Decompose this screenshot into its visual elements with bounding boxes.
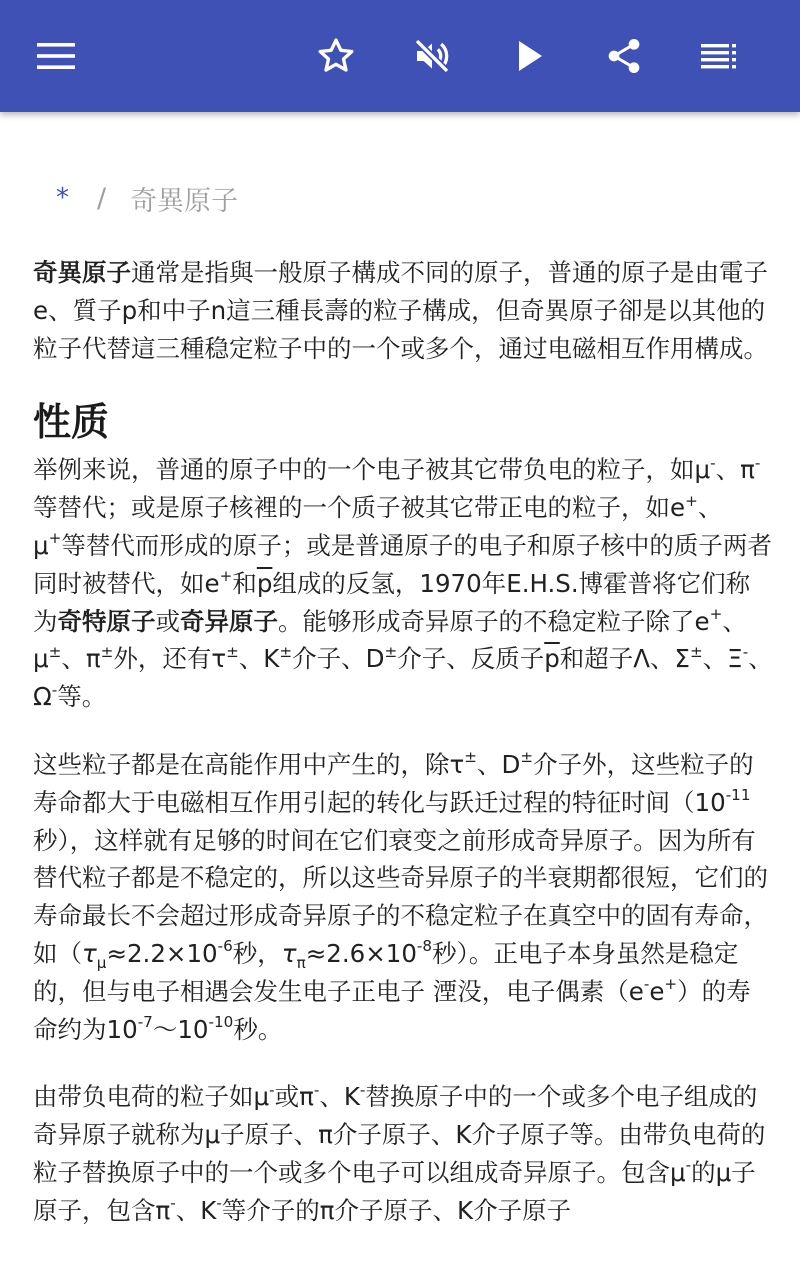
article-body (33, 254, 773, 1260)
article-content (0, 112, 800, 1280)
share-button[interactable] (596, 28, 652, 84)
section-heading: 性质 (33, 400, 110, 445)
menu-icon (37, 42, 75, 70)
intro-paragraph: 奇異原子通常是指與一般原子構成不同的原子，普通的原子是由電子e、質子p和中子n這三種長壽的粒子構成，但奇異原子卻是以其他的粒子代替這三種稳定粒子中的一个或多个，通过电磁相互作用構成。 (33, 258, 768, 363)
bookmark-button[interactable] (308, 28, 364, 84)
breadcrumb-current: 奇異原子 (130, 185, 239, 217)
play-button[interactable] (502, 28, 558, 84)
breadcrumb (56, 178, 238, 218)
volume-off-icon (412, 36, 452, 76)
share-icon (604, 35, 644, 77)
breadcrumb-separator: / (97, 182, 107, 214)
playlist-icon (701, 43, 739, 69)
properties-paragraph-3: 由带负电荷的粒子如μ-或π-、K-替换原子中的一个或多个电子组成的奇异原子就称为μ子原子、π介子原子、K介子原子等。由带负电荷的粒子替换原子中的一个或多个电子可以组成奇异原子。包含μ-的μ子原子，包含π-、K-等介子的π介子原子、K介子原子 (33, 1080, 766, 1225)
contents-button[interactable] (692, 28, 748, 84)
article-title-bold: 奇異原子 (33, 258, 131, 287)
mute-button[interactable] (404, 28, 460, 84)
play-icon (515, 39, 545, 73)
menu-button[interactable] (28, 28, 84, 84)
app-toolbar (0, 0, 800, 112)
breadcrumb-home-link[interactable]: * (56, 183, 69, 213)
properties-paragraph-2: 这些粒子都是在高能作用中产生的，除τ±、D±介子外，这些粒子的寿命都大于电磁相互作用引起的转化与跃迁过程的特征时间（$10^{-11}$秒），这样就有足够的时间在它们衰变之前形成奇异原子。因为所有替代粒子都是不稳定的，所以这些奇异原子的半衰期都很短，它们的寿命最长不会超过形成奇异原子的不稳定粒子在真空中的固有寿命，如（$\tau_\mu\approx 2.2\times 10^{-6}$秒，$\tau_\pi\approx 2.6\times 10^{-8}$秒）。正电子本身虽然是稳定的，但与电子相遇会发生电子正电子 湮没，电子偶素（e-e+）的寿命约为$10^{-7}\sim 10^{-10}$秒。 (33, 748, 768, 1044)
properties-paragraph-1: 举例来说，普通的原子中的一个电子被其它带负电的粒子，如μ-、π-等替代；或是原子核裡的一个质子被其它带正电的粒子，如e+、μ+等替代而形成的原子；或是普通原子的电子和原子核中的质子两者同时被替代，如e+和$\overline{p}$组成的反氢，1970年E.H.S.博霍普将它们称为奇特原子或奇异原子。能够形成奇异原子的不稳定粒子除了e+、μ±、π±外，还有τ±、K±介子、D±介子、反质子$\overline{p}$和超子Λ、Σ±、Ξ-、Ω-等。 (33, 453, 773, 712)
star-icon (315, 36, 357, 76)
